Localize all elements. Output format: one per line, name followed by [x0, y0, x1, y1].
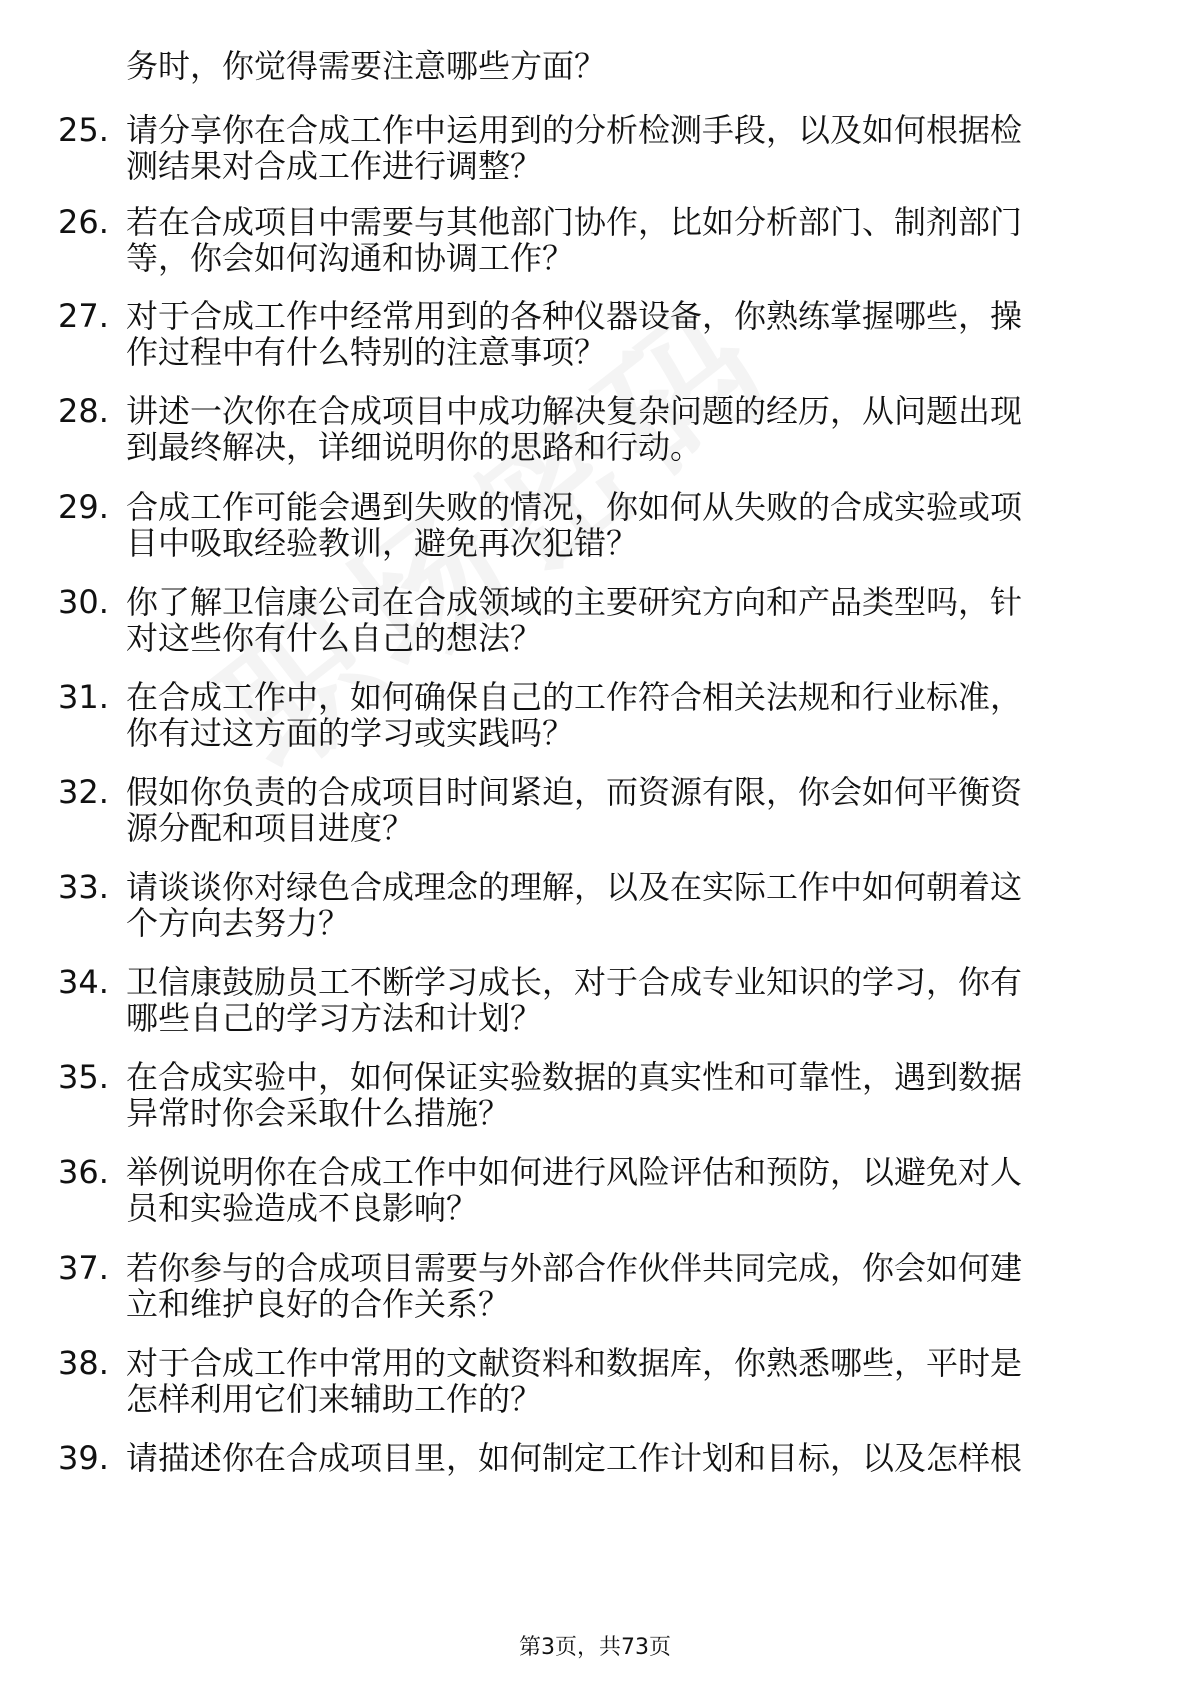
question-line: 卫信康鼓励员工不断学习成长，对于合成专业知识的学习，你有	[126, 963, 1023, 1001]
question-line: 对于合成工作中常用的文献资料和数据库，你熟悉哪些，平时是	[126, 1344, 1023, 1382]
question-line: 异常时你会采取什么措施？	[126, 1094, 511, 1132]
question-line: 请分享你在合成工作中运用到的分析检测手段，以及如何根据检	[126, 111, 1023, 149]
question-number: 27.	[58, 297, 109, 335]
question-number: 33.	[58, 868, 109, 906]
question-line: 在合成实验中，如何保证实验数据的真实性和可靠性，遇到数据	[126, 1058, 1023, 1096]
question-line: 若在合成项目中需要与其他部门协作，比如分析部门、制剂部门	[126, 203, 1023, 241]
question-line: 在合成工作中，如何确保自己的工作符合相关法规和行业标准，	[126, 678, 1023, 716]
question-line: 请描述你在合成项目里，如何制定工作计划和目标，以及怎样根	[126, 1439, 1023, 1477]
question-number: 34.	[58, 963, 109, 1001]
question-number: 37.	[58, 1249, 109, 1287]
question-line: 测结果对合成工作进行调整？	[126, 147, 543, 185]
question-line: 你了解卫信康公司在合成领域的主要研究方向和产品类型吗，针	[126, 583, 1023, 621]
question-number: 25.	[58, 111, 109, 149]
question-line: 哪些自己的学习方法和计划？	[126, 999, 543, 1037]
question-line: 对于合成工作中经常用到的各种仪器设备，你熟练掌握哪些，操	[126, 297, 1023, 335]
question-line: 合成工作可能会遇到失败的情况，你如何从失败的合成实验或项	[126, 488, 1023, 526]
question-number: 36.	[58, 1153, 109, 1191]
question-line: 讲述一次你在合成项目中成功解决复杂问题的经历，从问题出现	[126, 392, 1023, 430]
question-number: 38.	[58, 1344, 109, 1382]
question-number: 29.	[58, 488, 109, 526]
question-line: 到最终解决，详细说明你的思路和行动。	[126, 428, 703, 466]
question-line: 若你参与的合成项目需要与外部合作伙伴共同完成，你会如何建	[126, 1249, 1023, 1287]
question-line: 请谈谈你对绿色合成理念的理解，以及在实际工作中如何朝着这	[126, 868, 1023, 906]
question-line: 源分配和项目进度？	[126, 809, 415, 847]
question-line: 员和实验造成不良影响？	[126, 1189, 479, 1227]
continuation-line: 务时，你觉得需要注意哪些方面？	[126, 47, 607, 85]
question-line: 你有过这方面的学习或实践吗？	[126, 714, 575, 752]
question-line: 立和维护良好的合作关系？	[126, 1285, 511, 1323]
question-line: 等，你会如何沟通和协调工作？	[126, 239, 575, 277]
question-line: 个方向去努力？	[126, 904, 351, 942]
question-number: 39.	[58, 1439, 109, 1477]
question-line: 作过程中有什么特别的注意事项？	[126, 333, 607, 371]
question-number: 30.	[58, 583, 109, 621]
page-footer: 第3页，共73页	[519, 1635, 671, 1660]
question-line: 怎样利用它们来辅助工作的？	[126, 1380, 543, 1418]
question-line: 假如你负责的合成项目时间紧迫，而资源有限，你会如何平衡资	[126, 773, 1023, 811]
question-number: 31.	[58, 678, 109, 716]
question-number: 28.	[58, 392, 109, 430]
question-line: 对这些你有什么自己的想法？	[126, 619, 543, 657]
question-line: 举例说明你在合成工作中如何进行风险评估和预防，以避免对人	[126, 1153, 1023, 1191]
question-number: 35.	[58, 1058, 109, 1096]
question-number: 26.	[58, 203, 109, 241]
question-line: 目中吸取经验教训，避免再次犯错？	[126, 524, 639, 562]
question-number: 32.	[58, 773, 109, 811]
